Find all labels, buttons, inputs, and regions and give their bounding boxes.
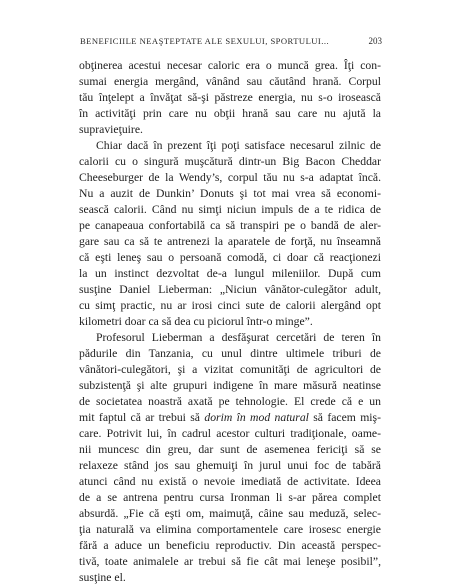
text-line: nii muncesc din greu, dar sunt de asemenea fericiţi să se xyxy=(79,443,381,456)
text-line: sumai energia mergând, vânând sau căutând hrană. Corpul xyxy=(79,75,381,88)
text-line: tivă, toate animalele ar trebui să fie cât mai leneşe posibil”, xyxy=(79,555,381,568)
text-line: în activităţi prin care nu obţii hrană sau care nu ajută la xyxy=(79,107,381,120)
text-line: sească calorii. Când nu simţi niciun impuls de a te ridica de xyxy=(79,203,381,216)
body-text xyxy=(79,58,381,586)
text-line: Chiar dacă în prezent îţi poţi satisface necesarul zilnic de xyxy=(96,139,381,152)
text-line: Nu a auzit de Dunkin’ Donuts şi tot mai vrea să economi- xyxy=(79,187,381,200)
text-line: calorii cu o singură muşcătură dintr-un Big Bacon Cheddar xyxy=(79,155,381,168)
text-line: absurdă. „Fie că eşti om, maimuţă, câine sau meduză, selec- xyxy=(79,507,381,520)
running-head-title: BENEFICIILE NEAŞTEPTATE ALE SEXULUI, SPORTULUI... xyxy=(80,36,330,46)
text-line: subzistenţă şi alte grupuri indigene în mare măsură neatinse xyxy=(79,379,381,392)
text-line: gare sau ca să te antrenezi la aparatele de forţă, nu înseamnă xyxy=(79,235,381,248)
italic-emphasis: dorim în mod natural xyxy=(204,411,309,424)
text-line: relaxeze stând jos sau ghemuiţi în jurul unui foc de tabără xyxy=(79,459,381,472)
text-line: obţinerea acestui necesar caloric era o muncă grea. Îţi con- xyxy=(79,59,381,72)
text-line: că eşti leneş sau o persoană comodă, ci doar că reacţionezi xyxy=(79,251,381,264)
text-line: de a se antrena pentru cursa Ironman li s-ar părea complet xyxy=(79,491,381,504)
text-line: care. Potrivit lui, în cadrul acestor culturi tradiţionale, oame- xyxy=(79,427,381,440)
page-number: 203 xyxy=(368,36,382,46)
text-line: susţine Daniel Lieberman: „Niciun vânător-culegător adult, xyxy=(79,283,381,296)
text-line: atunci când nu există o nevoie imediată de activitate. Ideea xyxy=(79,475,381,488)
text-line-with-emphasis xyxy=(79,410,381,426)
text-line: Cheeseburger de la Wendy’s, corpul tău nu s-a adaptat încă. xyxy=(79,171,381,184)
text-line: susţine el. xyxy=(79,571,126,584)
text-line: de societatea noastră axată pe tehnologie. El crede că e un xyxy=(79,395,381,408)
text-line: kilometri doar ca să dea cu piciorul într-o minge”. xyxy=(79,315,313,328)
text-line: tău înţelept a învăţat să-şi păstreze energia, nu s-o irosească xyxy=(79,91,381,104)
text-line: la un instinct dezvoltat de-a lungul mileniilor. După cum xyxy=(79,267,381,280)
text-line: Profesorul Lieberman a desfăşurat cercetări de teren în xyxy=(96,331,381,344)
text-line: pădurile din Tanzania, cu unul dintre ultimele triburi de xyxy=(79,347,381,360)
text-line: vânători-culegători, şi a vizitat comunităţi de agricultori de xyxy=(79,363,381,376)
text-line: cu simţ practic, nu ar irosi cinci sute de calorii alergând opt xyxy=(79,299,381,312)
text-line: fără a aduce un beneficiu reproductiv. Din această perspec- xyxy=(79,539,381,552)
text-segment: să facem miş- xyxy=(308,411,381,424)
text-segment: mit faptul că ar trebui să xyxy=(79,411,205,424)
text-line: ţia naturală va elimina comportamentele care irosesc energie xyxy=(79,523,381,536)
text-line: supravieţuire. xyxy=(79,123,143,136)
text-line: pe canapeaua confortabilă ca să transpiri pe o bandă de aler- xyxy=(79,219,381,232)
